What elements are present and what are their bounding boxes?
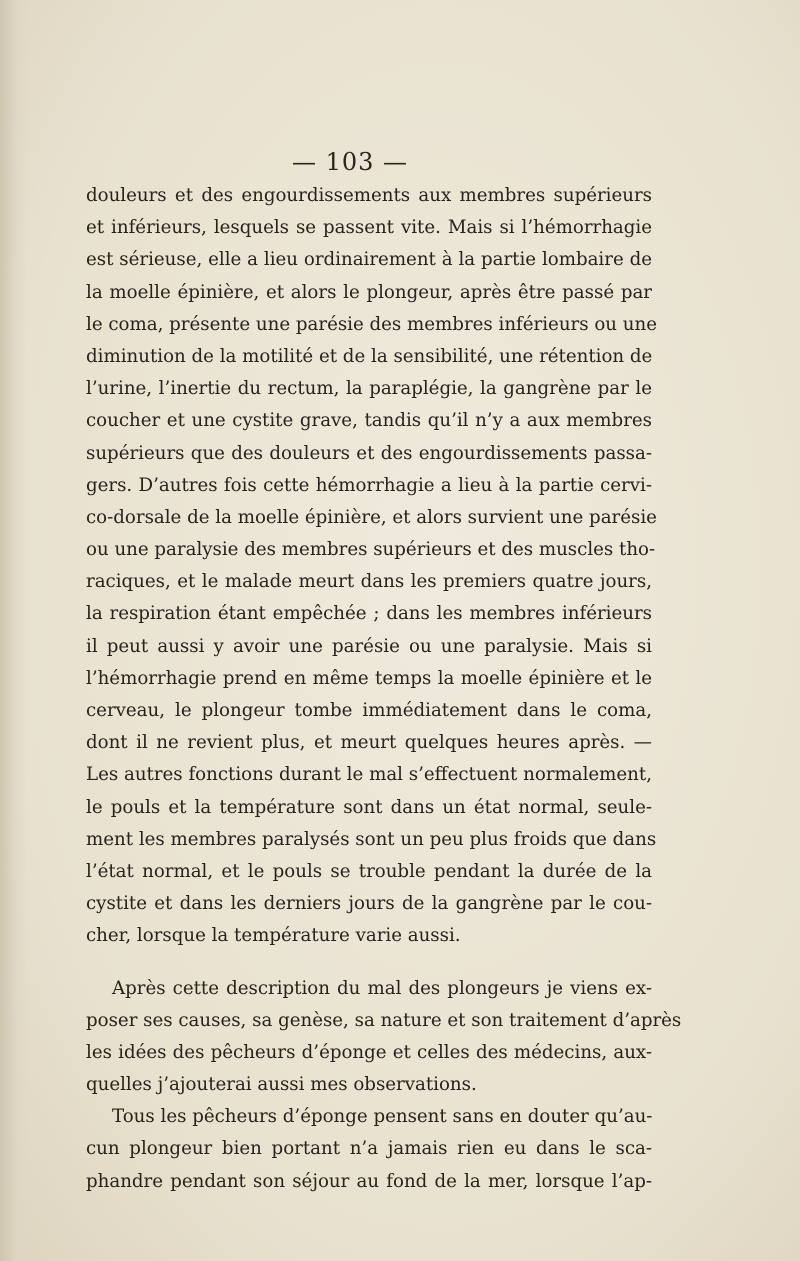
- text-line: quelles j’ajouterai aussi mes observations.: [86, 1074, 477, 1096]
- text-line: gers. D’autres fois cette hémorrhagie a lieu à la partie cervi-: [86, 474, 652, 496]
- text-line: il peut aussi y avoir une parésie ou une paralysie. Mais si: [86, 635, 652, 657]
- text-line: est sérieuse, elle a lieu ordinairement à la partie lombaire de: [86, 249, 652, 271]
- text-line: raciques, et le malade meurt dans les premiers quatre jours,: [86, 571, 652, 593]
- text-line: cun plongeur bien portant n’a jamais rien eu dans le sca-: [86, 1138, 652, 1160]
- text-line: et inférieurs, lesquels se passent vite. Mais si l’hémorrhagie: [86, 217, 652, 239]
- text-line: l’hémorrhagie prend en même temps la moelle épinière et le: [86, 667, 652, 689]
- text-line: la respiration étant empêchée ; dans les membres inférieurs: [86, 603, 652, 625]
- text-line: poser ses causes, sa genèse, sa nature et son traitement d’après: [86, 1009, 682, 1031]
- text-line: les idées des pêcheurs d’éponge et celles des médecins, aux-: [86, 1041, 652, 1063]
- text-line: co-dorsale de la moelle épinière, et alors survient une parésie: [86, 506, 657, 528]
- body-text: [86, 180, 682, 1198]
- text-line: Les autres fonctions durant le mal s’effectuent normalement,: [86, 764, 652, 786]
- text-line: le coma, présente une parésie des membres inférieurs ou une: [86, 313, 657, 335]
- text-line: Après cette description du mal des plongeurs je viens ex-: [112, 977, 652, 999]
- text-line: l’urine, l’inertie du rectum, la paraplégie, la gangrène par le: [86, 378, 652, 400]
- text-line: cerveau, le plongeur tombe immédiatement dans le coma,: [86, 700, 652, 721]
- text-line: ou une paralysie des membres supérieurs et des muscles tho-: [86, 539, 656, 561]
- binding-shadow: [0, 0, 28, 1261]
- paragraph-1: [86, 180, 657, 953]
- text-line: supérieurs que des douleurs et des engourdissements passa-: [86, 442, 652, 464]
- text-line: la moelle épinière, et alors le plongeur, après être passé par: [86, 281, 652, 303]
- text-line: cher, lorsque la température varie aussi.: [86, 925, 461, 947]
- text-line: l’état normal, et le pouls se trouble pendant la durée de la: [86, 860, 652, 882]
- text-line: le pouls et la température sont dans un état normal, seule-: [86, 796, 652, 818]
- paragraph-gap: [86, 953, 652, 973]
- text-line: dont il ne revient plus, et meurt quelques heures après. —: [86, 732, 652, 754]
- paragraph-2: [86, 973, 682, 1102]
- page-number-header: — 103 —: [291, 148, 409, 176]
- text-line: Tous les pêcheurs d’éponge pensent sans en douter qu’au-: [112, 1106, 653, 1128]
- paragraph-3: [86, 1101, 652, 1198]
- text-line: ment les membres paralysés sont un peu plus froids que dans: [86, 828, 657, 850]
- text-line: cystite et dans les derniers jours de la gangrène par le cou-: [86, 893, 652, 915]
- text-line: coucher et une cystite grave, tandis qu’il n’y a aux membres: [86, 410, 652, 432]
- text-line: phandre pendant son séjour au fond de la mer, lorsque l’ap-: [86, 1170, 652, 1192]
- text-line: diminution de la motilité et de la sensibilité, une rétention de: [86, 345, 653, 367]
- text-line: douleurs et des engourdissements aux membres supérieurs: [86, 185, 652, 206]
